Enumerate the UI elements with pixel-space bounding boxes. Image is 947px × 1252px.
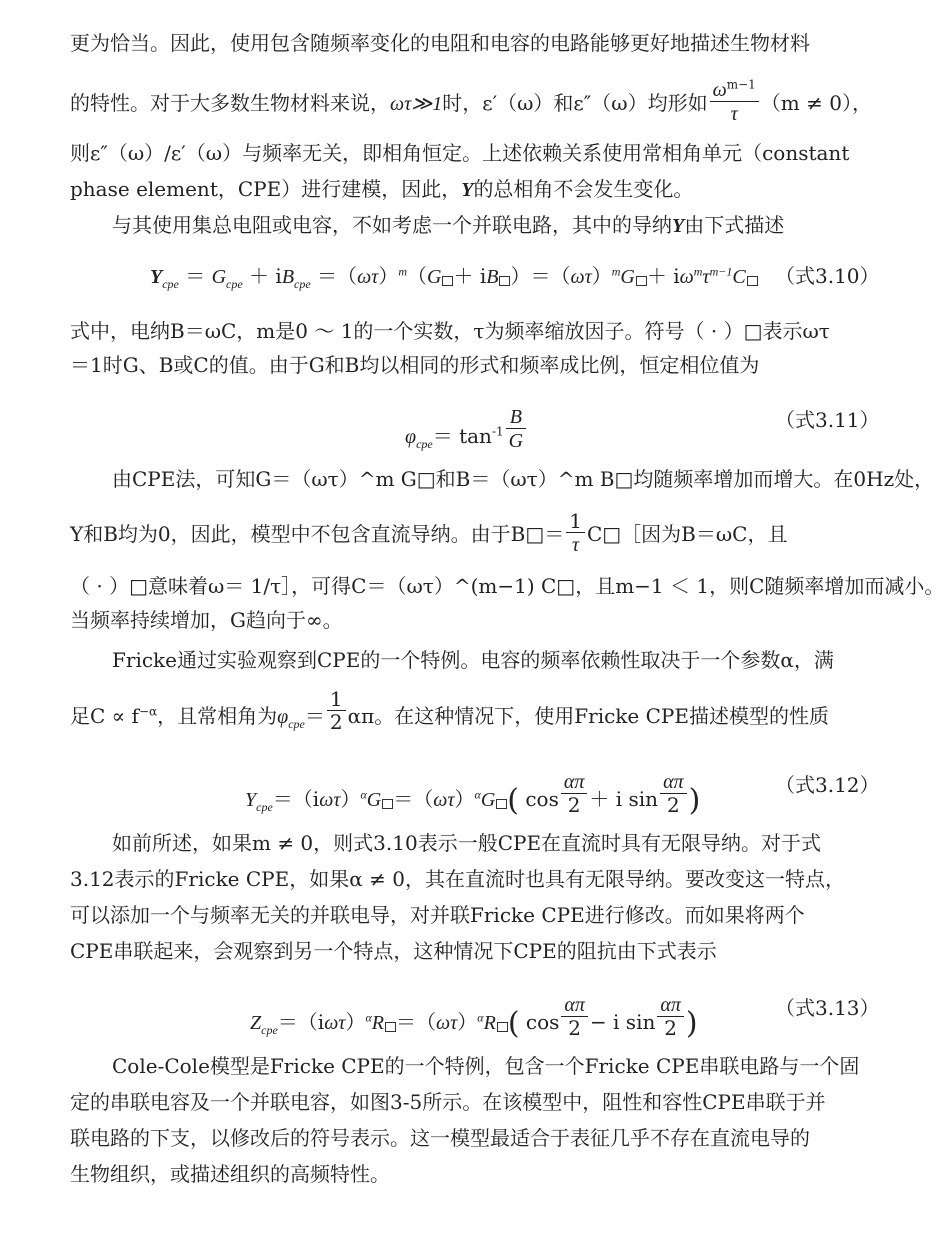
paragraph-line: ＝1时G、B或C的值。由于G和B均以相同的形式和频率成比例，恒定相位值为 <box>70 353 760 377</box>
fraction: $\frac{\omega^{m-1}}{\tau}$ <box>710 78 759 125</box>
paragraph-line: CPE串联起来，会观察到另一个特点，这种情况下CPE的阻抗由下式表示 <box>70 939 717 963</box>
paragraph-line: 联电路的下支，以修改后的符号表示。这一模型最适合于表征几乎不存在直流电导的 <box>70 1126 810 1150</box>
paragraph-line: （ · ）□意味着ω＝ 1/τ］，可得C＝（ωτ）^(m−1) C□，且m−1 ＜ 1，则C随频率增加而减小。 <box>70 574 945 598</box>
equation-number: （式3.11） <box>775 408 880 432</box>
paragraph-line: Cole-Cole模型是Fricke CPE的一个特例，包含一个Fricke CPE串联电路与一个固 <box>112 1054 860 1078</box>
equation-number: （式3.10） <box>775 264 880 288</box>
paragraph-line: 足$C \propto f^{-\alpha}$，且常相角为$\varphi_{cpe}=$ $\frac{1}{2}$ απ。在这种情况下，使用Fricke CPE描述模型的性质 <box>70 687 829 734</box>
paragraph-line: 的特性。对于大多数生物材料来说，ωτ≫1时，ε′（ω）和ε″（ω）均形如 $\frac{\omega^{m-1}}{\tau}$ （m ≠ 0）， <box>70 77 872 125</box>
equation-number: （式3.13） <box>775 996 880 1020</box>
paragraph-line: 式中，电纳B＝ωC，m是0 ～ 1的一个实数，τ为频率缩放因子。符号（ · ）□表示ωτ <box>70 319 830 343</box>
paragraph-line: 当频率持续增加，G趋向于∞。 <box>70 608 343 632</box>
equation-3-12: $Y_{cpe}=(i\omega\tau)^\alpha G =(\omega\tau)^\alpha G$ ( cos $\frac{\alpha\pi}{2}$ ＋ i sin $\frac{\alpha\pi}{2}$ ) <box>245 771 701 818</box>
equation-3-13: $Z_{cpe}=(i\omega\tau)^\alpha R =(\omega\tau)^\alpha R$ ( cos $\frac{\alpha\pi}{2}$ − i sin $\frac{\alpha\pi}{2}$ ) <box>250 994 698 1041</box>
paragraph-line: 如前所述，如果m ≠ 0，则式3.10表示一般CPE在直流时具有无限导纳。对于式 <box>112 831 822 855</box>
equation-3-11: $\varphi_{cpe}= \tan^{-1}$ $\frac{B}{G}$ <box>405 405 528 452</box>
paragraph-line: 生物组织，或描述组织的高频特性。 <box>70 1162 390 1186</box>
paragraph-line: phase element，CPE）进行建模，因此，Y的总相角不会发生变化。 <box>70 177 694 201</box>
paragraph-line: 定的串联电容及一个并联电容，如图3-5所示。在该模型中，阻性和容性CPE串联于并 <box>70 1090 826 1114</box>
paragraph-line: 3.12表示的Fricke CPE，如果α ≠ 0，其在直流时也具有无限导纳。要改变这一特点， <box>70 867 845 891</box>
paragraph-line: Fricke通过实验观察到CPE的一个特例。电容的频率依赖性取决于一个参数α，满 <box>112 648 834 672</box>
paragraph-line: 由CPE法，可知G＝（ωτ）^m G□和B＝（ωτ）^m B□均随频率增加而增大。在0Hz处， <box>112 467 935 491</box>
paragraph-line: 则ε″（ω）/ε′（ω）与频率无关，即相角恒定。上述依赖关系使用常相角单元（constant <box>70 141 850 165</box>
paragraph-line: 更为恰当。因此，使用包含随频率变化的电阻和电容的电路能够更好地描述生物材料 <box>70 31 810 55</box>
paragraph-line: Y和B均为0，因此，模型中不包含直流导纳。由于B□＝ $\frac{1}{\tau}$ C□［因为B＝ωC，且 <box>70 509 788 556</box>
equation-number: （式3.12） <box>775 773 880 797</box>
paragraph-line: 与其使用集总电阻或电容，不如考虑一个并联电路，其中的导纳Y由下式描述 <box>112 213 785 237</box>
paragraph-line: 可以添加一个与频率无关的并联电导，对并联Fricke CPE进行修改。而如果将两个 <box>70 903 805 927</box>
equation-3-10: $Y_{cpe} = G_{cpe} + iB_{cpe} =(\omega\tau)^m(G$ ＋ iB ）$=(\omega\tau)^mG + i\omega^m\tau^{m-1}C$ <box>150 263 758 290</box>
